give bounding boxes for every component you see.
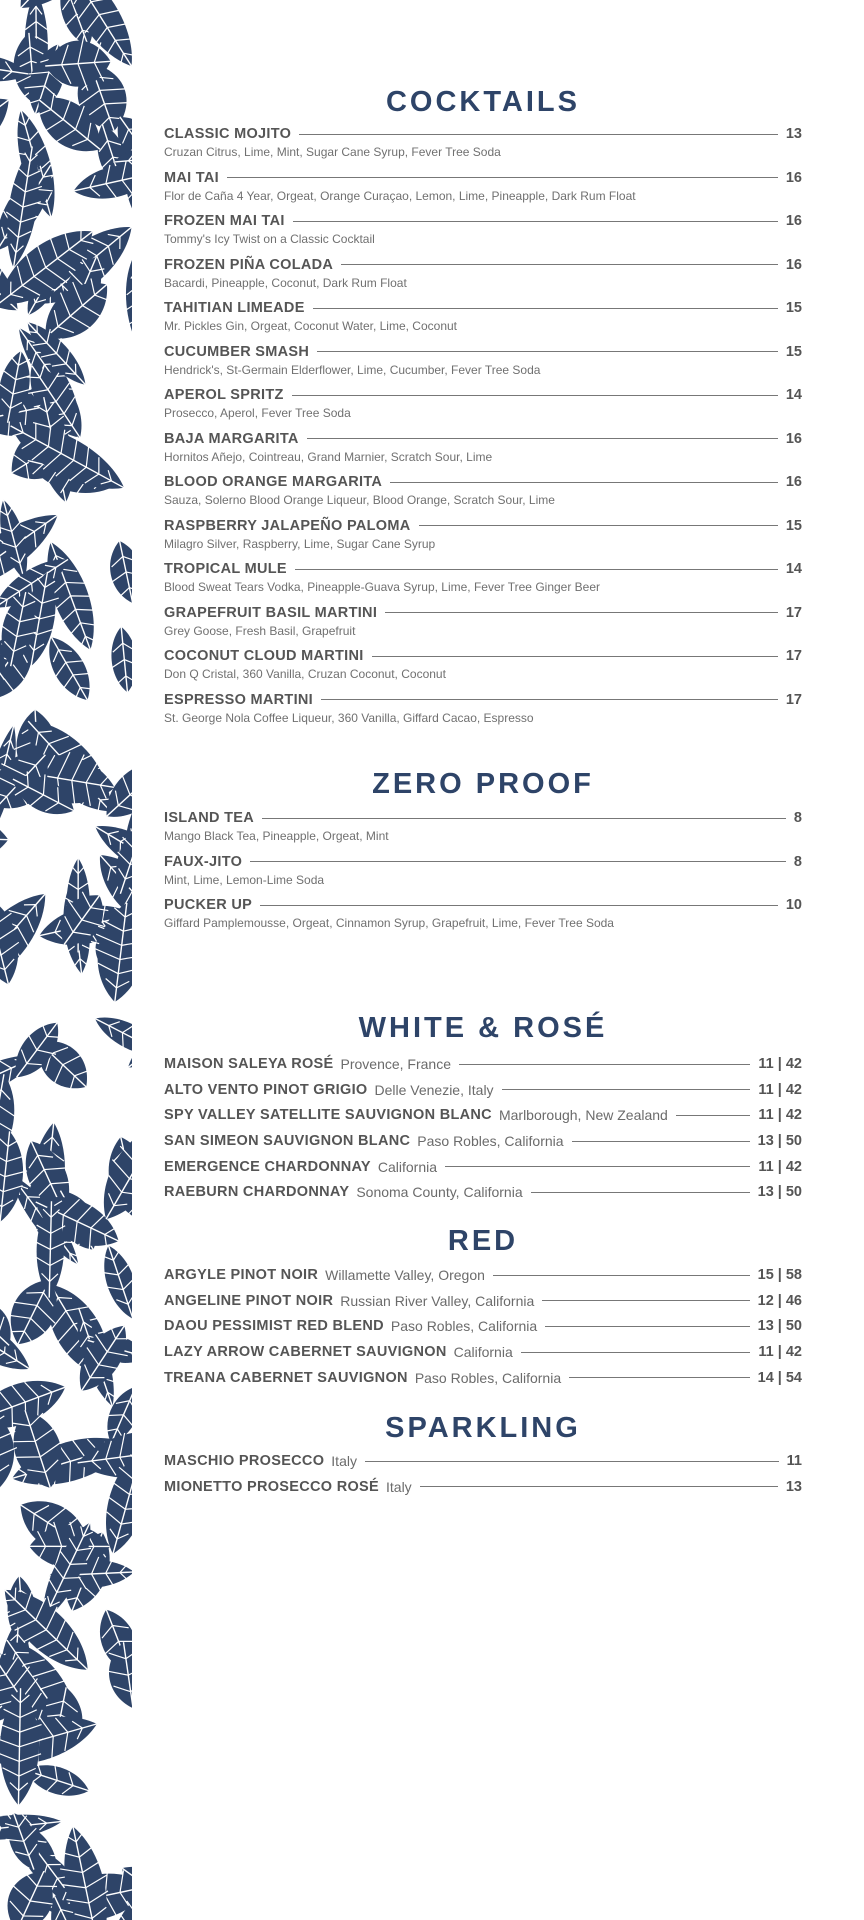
leader-line bbox=[227, 177, 778, 178]
item-price: 17 bbox=[785, 691, 802, 708]
item-price: 11 bbox=[786, 1453, 802, 1469]
menu-item bbox=[164, 604, 802, 648]
menu-item bbox=[164, 517, 802, 561]
menu-item bbox=[164, 386, 802, 430]
leader-line bbox=[262, 818, 786, 819]
leader-line bbox=[292, 395, 778, 396]
item-origin: Italy bbox=[386, 1478, 412, 1495]
item-name: SPY VALLEY SATELLITE SAUVIGNON BLANC bbox=[164, 1107, 492, 1124]
leader-line bbox=[385, 612, 778, 613]
wine-item bbox=[164, 1055, 802, 1081]
item-price: 13 | 50 bbox=[757, 1184, 802, 1201]
item-price: 15 bbox=[785, 300, 802, 316]
menu-item bbox=[164, 691, 802, 735]
item-description: Hendrick's, St-Germain Elderflower, Lime, Cucumber, Fever Tree Soda bbox=[164, 362, 541, 377]
sparkling-title: SPARKLING bbox=[385, 1412, 581, 1444]
item-description: Sauza, Solerno Blood Orange Liqueur, Blood Orange, Scratch Sour, Lime bbox=[164, 493, 555, 507]
item-name: BLOOD ORANGE MARGARITA bbox=[164, 474, 383, 490]
item-description: Blood Sweat Tears Vodka, Pineapple-Guava Syrup, Lime, Fever Tree Ginger Beer bbox=[164, 580, 601, 594]
item-price: 15 bbox=[785, 343, 802, 360]
item-name: SAN SIMEON SAUVIGNON BLANC bbox=[164, 1133, 411, 1150]
item-name: MASCHIO PROSECCO bbox=[164, 1453, 325, 1469]
item-price: 13 bbox=[785, 126, 802, 142]
item-description: Tommy's Icy Twist on a Classic Cocktail bbox=[164, 232, 375, 246]
leader-line bbox=[390, 482, 778, 483]
item-description: Cruzan Citrus, Lime, Mint, Sugar Cane Syrup, Fever Tree Soda bbox=[164, 145, 501, 159]
item-name: ANGELINE PINOT NOIR bbox=[164, 1292, 334, 1309]
leader-line bbox=[295, 569, 778, 570]
cocktails-title: COCKTAILS bbox=[385, 86, 580, 118]
item-origin: Paso Robles, California bbox=[414, 1369, 562, 1386]
leaf-pattern-icon bbox=[0, 0, 132, 1920]
item-name: DAOU PESSIMIST RED BLEND bbox=[164, 1318, 384, 1335]
menu-item bbox=[164, 430, 802, 474]
item-description: Grey Goose, Fresh Basil, Grapefruit bbox=[164, 623, 356, 638]
item-price: 8 bbox=[793, 810, 802, 826]
item-name: APEROL SPRITZ bbox=[164, 387, 284, 403]
item-price: 14 | 54 bbox=[757, 1369, 802, 1386]
wine-item bbox=[164, 1132, 802, 1158]
item-description: Mr. Pickles Gin, Orgeat, Coconut Water, Lime, Coconut bbox=[164, 319, 458, 333]
item-name: ALTO VENTO PINOT GRIGIO bbox=[164, 1081, 368, 1098]
leader-line bbox=[569, 1377, 750, 1378]
leader-line bbox=[531, 1192, 750, 1193]
item-name: LAZY ARROW CABERNET SAUVIGNON bbox=[164, 1344, 447, 1361]
cocktails-list bbox=[164, 125, 802, 734]
white-rose-title: WHITE & ROSÉ bbox=[358, 1012, 608, 1044]
leader-line bbox=[307, 438, 778, 439]
wine-item bbox=[164, 1478, 802, 1504]
item-name: COCONUT CLOUD MARTINI bbox=[164, 648, 364, 664]
zero-proof-list bbox=[164, 809, 802, 940]
item-name: FROZEN MAI TAI bbox=[164, 213, 285, 229]
item-price: 8 bbox=[793, 853, 802, 870]
item-price: 14 bbox=[785, 561, 802, 577]
item-price: 16 bbox=[785, 169, 802, 186]
item-description: Flor de Caña 4 Year, Orgeat, Orange Curaçao, Lemon, Lime, Pineapple, Dark Rum Float bbox=[164, 188, 636, 203]
item-description: Bacardi, Pineapple, Coconut, Dark Rum Float bbox=[164, 275, 407, 290]
item-origin: Provence, France bbox=[340, 1056, 451, 1072]
leader-line bbox=[260, 905, 778, 906]
leader-line bbox=[293, 221, 778, 222]
wine-item bbox=[164, 1292, 802, 1318]
zero-proof-title: ZERO PROOF bbox=[372, 768, 594, 800]
leader-line bbox=[676, 1115, 751, 1116]
menu-item bbox=[164, 560, 802, 604]
tropical-leaf-panel bbox=[0, 0, 132, 1920]
item-description: Milagro Silver, Raspberry, Lime, Sugar Cane Syrup bbox=[164, 536, 436, 551]
item-price: 11 | 42 bbox=[758, 1056, 802, 1072]
item-price: 16 bbox=[785, 256, 802, 273]
item-name: FAUX-JITO bbox=[164, 853, 243, 870]
leader-line bbox=[493, 1275, 750, 1276]
wine-item bbox=[164, 1106, 802, 1132]
item-price: 10 bbox=[785, 897, 802, 913]
item-name: FROZEN PIÑA COLADA bbox=[164, 256, 334, 273]
item-name: GRAPEFRUIT BASIL MARTINI bbox=[164, 604, 378, 621]
item-name: ARGYLE PINOT NOIR bbox=[164, 1267, 319, 1283]
red-list bbox=[164, 1266, 802, 1394]
item-name: MIONETTO PROSECCO ROSÉ bbox=[164, 1478, 379, 1495]
item-description: Hornitos Añejo, Cointreau, Grand Marnier, Scratch Sour, Lime bbox=[164, 449, 493, 464]
item-name: TREANA CABERNET SAUVIGNON bbox=[164, 1369, 408, 1386]
leader-line bbox=[250, 861, 786, 862]
item-origin: Paso Robles, California bbox=[417, 1133, 564, 1150]
leader-line bbox=[459, 1064, 750, 1065]
item-price: 16 bbox=[785, 213, 802, 229]
item-name: CUCUMBER SMASH bbox=[164, 343, 310, 360]
item-description: Mango Black Tea, Pineapple, Orgeat, Mint bbox=[164, 829, 389, 843]
item-name: RAEBURN CHARDONNAY bbox=[164, 1184, 350, 1201]
wine-item bbox=[164, 1369, 802, 1395]
item-price: 14 bbox=[785, 387, 802, 403]
wine-item bbox=[164, 1183, 802, 1209]
item-origin: California bbox=[453, 1344, 513, 1361]
item-price: 15 bbox=[785, 517, 802, 534]
leader-line bbox=[299, 134, 778, 135]
item-name: ISLAND TEA bbox=[164, 810, 254, 826]
leader-line bbox=[445, 1166, 750, 1167]
item-description: St. George Nola Coffee Liqueur, 360 Vanilla, Giffard Cacao, Espresso bbox=[164, 710, 534, 725]
menu-item bbox=[164, 212, 802, 256]
item-name: TAHITIAN LIMEADE bbox=[164, 300, 305, 316]
leader-line bbox=[419, 525, 778, 526]
menu-item bbox=[164, 473, 802, 517]
item-origin: Delle Venezie, Italy bbox=[374, 1081, 494, 1098]
leader-line bbox=[420, 1486, 778, 1487]
wine-item bbox=[164, 1343, 802, 1369]
item-price: 17 bbox=[785, 604, 802, 621]
item-price: 13 | 50 bbox=[757, 1133, 802, 1150]
menu-item bbox=[164, 169, 802, 213]
leader-line bbox=[317, 351, 778, 352]
item-price: 16 bbox=[785, 430, 802, 447]
wine-item bbox=[164, 1158, 802, 1184]
item-origin: California bbox=[377, 1158, 438, 1175]
sparkling-list bbox=[164, 1452, 802, 1503]
item-origin: Paso Robles, California bbox=[390, 1318, 538, 1335]
item-price: 11 | 42 bbox=[758, 1081, 802, 1098]
item-origin: Marlborough, New Zealand bbox=[498, 1107, 668, 1124]
menu-item bbox=[164, 256, 802, 300]
menu-item bbox=[164, 853, 802, 897]
leader-line bbox=[365, 1461, 779, 1462]
white-rose-list bbox=[164, 1055, 802, 1209]
item-origin: Russian River Valley, California bbox=[340, 1292, 535, 1309]
leader-line bbox=[313, 308, 778, 309]
menu-item bbox=[164, 896, 802, 940]
item-description: Don Q Cristal, 360 Vanilla, Cruzan Coconut, Coconut bbox=[164, 667, 446, 681]
item-description: Mint, Lime, Lemon-Lime Soda bbox=[164, 872, 325, 887]
leader-line bbox=[572, 1141, 750, 1142]
item-name: BAJA MARGARITA bbox=[164, 430, 299, 447]
item-name: MAI TAI bbox=[164, 169, 219, 186]
item-name: EMERGENCE CHARDONNAY bbox=[164, 1158, 371, 1175]
leader-line bbox=[521, 1352, 751, 1353]
red-title: RED bbox=[447, 1225, 519, 1257]
item-origin: Italy bbox=[331, 1453, 357, 1469]
leader-line bbox=[542, 1300, 749, 1301]
item-name: PUCKER UP bbox=[164, 897, 253, 913]
item-description: Prosecco, Aperol, Fever Tree Soda bbox=[164, 406, 351, 420]
wine-item bbox=[164, 1317, 802, 1343]
leader-line bbox=[502, 1089, 751, 1090]
item-origin: Sonoma County, California bbox=[356, 1184, 523, 1201]
menu-item bbox=[164, 343, 802, 387]
leader-line bbox=[321, 699, 778, 700]
item-price: 12 | 46 bbox=[757, 1292, 802, 1309]
wine-item bbox=[164, 1452, 802, 1478]
wine-item bbox=[164, 1266, 802, 1292]
item-price: 15 | 58 bbox=[757, 1267, 802, 1283]
item-description: Giffard Pamplemousse, Orgeat, Cinnamon Syrup, Grapefruit, Lime, Fever Tree Soda bbox=[164, 916, 614, 930]
item-name: RASPBERRY JALAPEÑO PALOMA bbox=[164, 517, 411, 534]
item-price: 11 | 42 bbox=[758, 1107, 802, 1124]
menu-item bbox=[164, 647, 802, 691]
menu-item bbox=[164, 125, 802, 169]
leader-line bbox=[341, 264, 778, 265]
item-price: 13 bbox=[785, 1478, 802, 1495]
item-name: ESPRESSO MARTINI bbox=[164, 691, 314, 708]
item-name: MAISON SALEYA ROSÉ bbox=[164, 1056, 334, 1072]
menu-item bbox=[164, 809, 802, 853]
leader-line bbox=[372, 656, 778, 657]
item-price: 11 | 42 bbox=[758, 1158, 802, 1175]
leader-line bbox=[545, 1326, 749, 1327]
item-price: 16 bbox=[785, 474, 802, 490]
wine-item bbox=[164, 1081, 802, 1107]
item-price: 17 bbox=[785, 648, 802, 664]
item-price: 13 | 50 bbox=[757, 1318, 802, 1335]
item-name: CLASSIC MOJITO bbox=[164, 126, 292, 142]
menu-item bbox=[164, 299, 802, 343]
item-name: TROPICAL MULE bbox=[164, 561, 287, 577]
item-origin: Willamette Valley, Oregon bbox=[325, 1267, 485, 1283]
item-price: 11 | 42 bbox=[758, 1344, 802, 1361]
